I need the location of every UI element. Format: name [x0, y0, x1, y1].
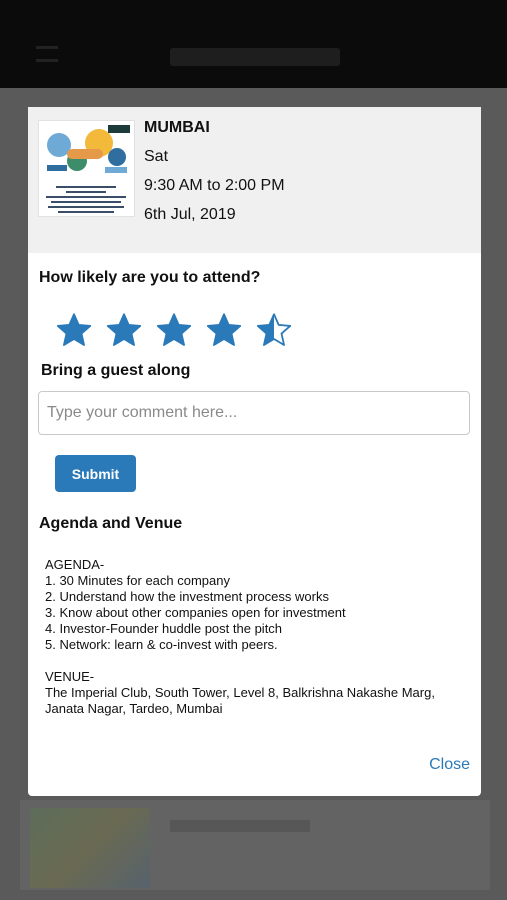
agenda-title: Agenda and Venue [39, 515, 183, 532]
background-event-title [170, 820, 310, 832]
star-filled-icon[interactable] [56, 312, 92, 348]
background-event-card [20, 800, 490, 890]
event-thumbnail [38, 120, 135, 217]
agenda-line [45, 653, 465, 669]
comment-input[interactable] [38, 391, 470, 435]
agenda-line: Janata Nagar, Tardeo, Mumbai [45, 701, 223, 716]
background-title [170, 48, 340, 66]
attendance-question: How likely are you to attend? [39, 269, 261, 286]
agenda-line: 5. Network: learn & co-invest with peers. [45, 637, 278, 652]
agenda-line: The Imperial Club, South Tower, Level 8, Balkrishna Nakashe Marg, [45, 685, 435, 700]
agenda-line: 2. Understand how the investment process works [45, 589, 329, 604]
background-app-bar [0, 0, 507, 88]
background-event-thumbnail [30, 808, 150, 888]
star-half-icon[interactable] [256, 312, 292, 348]
event-city: MUMBAI [144, 119, 210, 136]
event-info [144, 120, 285, 236]
agenda-line: 3. Know about other companies open for investment [45, 605, 346, 620]
agenda-line: 1. 30 Minutes for each company [45, 573, 230, 588]
guest-label: Bring a guest along [41, 362, 191, 379]
event-day: Sat [144, 148, 169, 165]
star-filled-icon[interactable] [156, 312, 192, 348]
event-date: 6th Jul, 2019 [144, 206, 236, 223]
menu-icon [36, 46, 58, 62]
event-dialog [28, 107, 481, 796]
agenda-details [45, 557, 465, 716]
submit-button[interactable]: Submit [55, 455, 136, 492]
star-filled-icon[interactable] [206, 312, 242, 348]
thumbnail-caption [43, 183, 129, 216]
agenda-line: AGENDA- [45, 557, 105, 572]
event-time: 9:30 AM to 2:00 PM [144, 177, 285, 194]
thumbnail-tag [108, 125, 130, 133]
close-button[interactable]: Close [429, 756, 470, 773]
star-filled-icon[interactable] [106, 312, 142, 348]
agenda-line: 4. Investor-Founder huddle post the pitch [45, 621, 283, 636]
agenda-line: VENUE- [45, 669, 95, 684]
event-header [28, 107, 481, 253]
